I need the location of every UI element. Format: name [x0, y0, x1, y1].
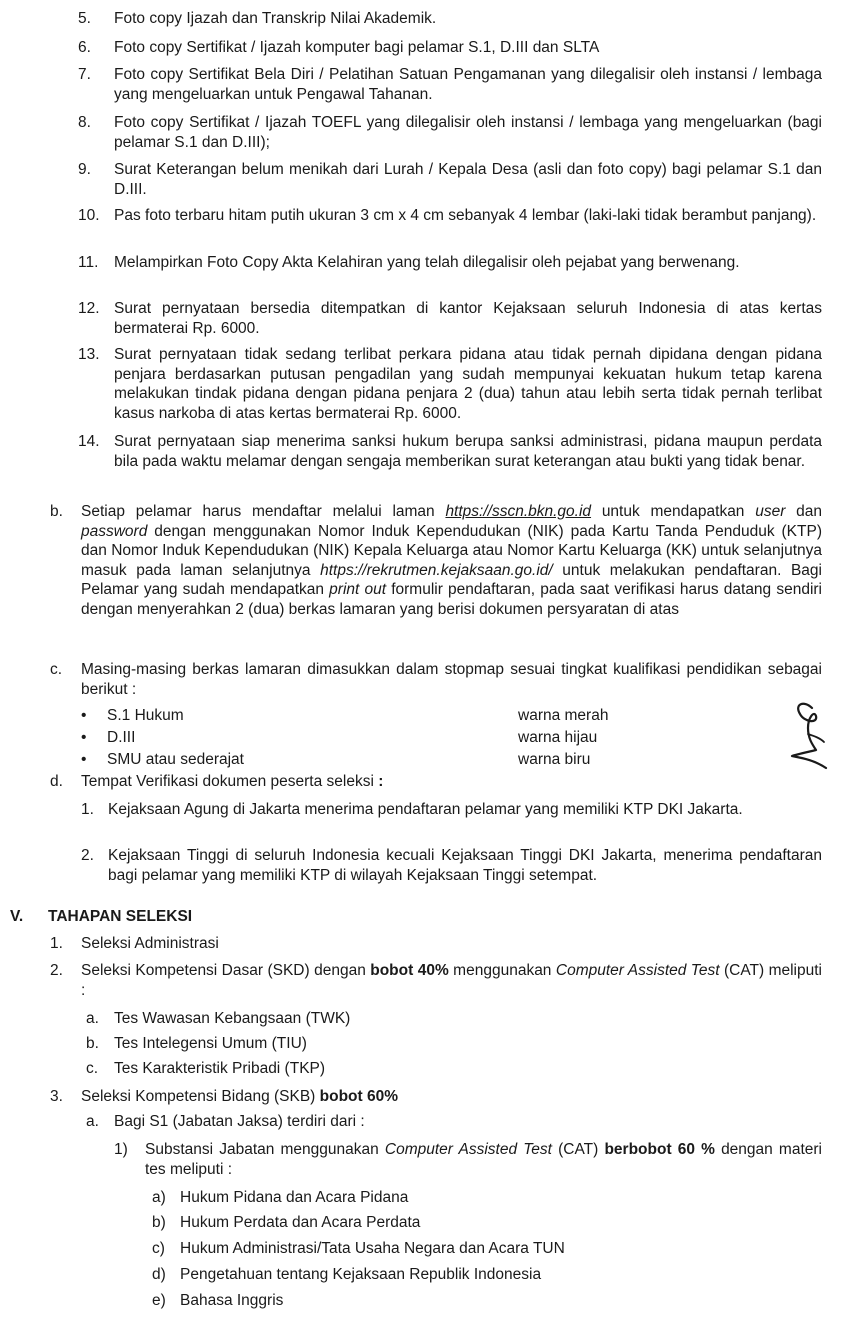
section-number: V. [10, 908, 24, 925]
text-span: : [378, 773, 384, 790]
topic-text: Hukum Administrasi/Tata Usaha Negara dan Acara TUN [180, 1240, 565, 1257]
text-span: Seleksi Kompetensi Dasar (SKD) dengan [81, 962, 371, 979]
verification-item: Kejaksaan Agung di Jakarta menerima pendaftaran pelamar yang memiliki KTP DKI Jakarta. [108, 801, 743, 818]
list-number: 1. [81, 801, 94, 818]
list-item-text: Foto copy Sertifikat / Ijazah TOEFL yang dilegalisir oleh instansi / lembaga yang mengeluarkan (bagi pelamar S.1 dan D.III); [114, 114, 822, 151]
list-item-text: Surat pernyataan tidak sedang terlibat perkara pidana atau tidak pernah dipidana dengan pidana penjara berdasarkan putusan pengadilan yang sudah mempunyai kekuatan hukum tetap karena melakukan tindak pidana dengan pidana penjara 2 (dua) tahun atau lebih serta tidak pernah terlibat kasus narkoba di atas kertas bermaterai Rp. 6000. [114, 346, 822, 422]
list-item-text: Melampirkan Foto Copy Akta Kelahiran yang telah dilegalisir oleh pejabat yang berwenang. [114, 254, 740, 271]
list-number: 5. [78, 10, 91, 27]
list-number: 13. [78, 346, 100, 363]
verification-heading [81, 772, 822, 792]
sub-number: 1) [114, 1141, 128, 1158]
list-number: 9. [78, 161, 91, 178]
weight-text: bobot 60% [319, 1088, 399, 1105]
folder-color: warna hijau [518, 729, 598, 746]
cat-term: Computer Assisted Test [555, 962, 720, 979]
text-span: dan [785, 503, 822, 520]
list-item-text: Foto copy Sertifikat Bela Diri / Pelatihan Satuan Pengamanan yang dilegalisir oleh instansi / lembaga yang mengeluarkan untuk Pengawal Tahanan. [114, 66, 822, 103]
folder-color: warna biru [518, 751, 591, 768]
topic-text: Bahasa Inggris [180, 1292, 284, 1309]
qualification-label: S.1 Hukum [107, 707, 184, 724]
topic-letter: e) [152, 1292, 166, 1309]
topic-letter: a) [152, 1189, 166, 1206]
substance-text [145, 1140, 822, 1179]
list-item-text: Surat pernyataan siap menerima sanksi hukum berupa sanksi administrasi, pidana maupun perdata bila pada waktu melamar dengan sengaja memberikan surat keterangan atau bukti yang tidak benar. [114, 433, 822, 470]
test-name: Tes Intelegensi Umum (TIU) [114, 1035, 307, 1052]
cat-term: Computer Assisted Test [384, 1141, 552, 1158]
stage-text: Seleksi Administrasi [81, 935, 219, 952]
text-span: (CAT) [551, 1141, 605, 1158]
sub-text: Bagi S1 (Jabatan Jaksa) terdiri dari : [114, 1113, 365, 1130]
text-span: Seleksi Kompetensi Bidang (SKB) [81, 1088, 320, 1105]
text-span: Substansi Jabatan menggunakan [145, 1141, 385, 1158]
test-name: Tes Wawasan Kebangsaan (TWK) [114, 1010, 351, 1027]
qualification-label: D.III [107, 729, 136, 746]
text-span: dengan materi tes meliputi : [145, 1141, 822, 1178]
stage-number: 2. [50, 962, 63, 979]
text-span: untuk melakukan pendaftaran. Bagi Pelamar yang sudah mendapatkan [81, 561, 822, 598]
sub-letter: c. [86, 1060, 99, 1077]
sscn-link[interactable]: https://sscn.bkn.go.id [445, 503, 592, 520]
bullet-icon: • [81, 751, 87, 768]
text-span: (CAT) meliputi : [81, 962, 822, 999]
print-out-term: print out [329, 581, 387, 598]
topic-text: Hukum Pidana dan Acara Pidana [180, 1189, 409, 1206]
text-span: Tempat Verifikasi dokumen peserta seleksi [81, 773, 379, 790]
list-item-text: Foto copy Sertifikat / Ijazah komputer bagi pelamar S.1, D.III dan SLTA [114, 39, 600, 56]
password-term: password [81, 522, 148, 540]
qualification-label: SMU atau sederajat [107, 751, 244, 768]
bullet-icon: • [81, 729, 87, 746]
text-span: untuk mendapatkan [591, 503, 756, 520]
stage-text [81, 961, 822, 1000]
topic-letter: b) [152, 1214, 166, 1231]
folder-color: warna merah [518, 707, 609, 724]
sub-letter: a. [86, 1113, 99, 1130]
signature-initial [778, 694, 838, 774]
list-item-text: Pas foto terbaru hitam putih ukuran 3 cm x 4 cm sebanyak 4 lembar (laki-laki tidak berambut panjang). [114, 207, 817, 224]
text-span: dengan menggunakan Nomor Induk Kependudukan (NIK) pada Kartu Tanda Penduduk (KTP) dan Nomor Induk Kependudukan (NIK) Kepala Keluarga atau Nomor Kartu Keluarga (KK) untuk selanjutnya masuk pada laman selanjutnya [81, 522, 822, 579]
rekrutmen-link[interactable]: https://rekrutmen.kejaksaan.go.id/ [320, 561, 553, 579]
topic-text: Hukum Perdata dan Acara Perdata [180, 1214, 421, 1231]
list-item-text: Surat Keterangan belum menikah dari Lurah / Kepala Desa (asli dan foto copy) bagi pelamar S.1 dan D.III. [114, 161, 822, 198]
weight-text: bobot 40% [370, 962, 449, 979]
topic-letter: d) [152, 1266, 166, 1283]
bullet-icon: • [81, 707, 87, 724]
list-number: 6. [78, 39, 91, 56]
section-title: TAHAPAN SELEKSI [48, 908, 193, 925]
stage-text [81, 1087, 398, 1107]
sub-letter: a. [86, 1010, 99, 1027]
item-letter: d. [50, 773, 63, 790]
sub-letter: b. [86, 1035, 99, 1052]
text-span: formulir pendaftaran, pada saat verifikasi harus datang sendiri dengan menyerahkan 2 (dua) berkas lamaran yang berisi dokumen persyaratan di atas [81, 581, 823, 618]
folder-instruction: Masing-masing berkas lamaran dimasukkan dalam stopmap sesuai tingkat kualifikasi pendidikan sebagai berikut : [81, 661, 822, 698]
list-number: 8. [78, 114, 91, 131]
topic-text: Pengetahuan tentang Kejaksaan Republik Indonesia [180, 1266, 542, 1283]
item-letter: b. [50, 503, 63, 520]
text-span: menggunakan [448, 962, 556, 979]
list-number: 2. [81, 847, 94, 864]
stage-number: 3. [50, 1088, 63, 1105]
registration-text [81, 502, 822, 619]
stage-number: 1. [50, 935, 63, 952]
list-number: 7. [78, 66, 91, 83]
item-letter: c. [50, 661, 63, 678]
user-term: user [755, 503, 786, 520]
list-number: 11. [78, 254, 99, 271]
list-item-text: Foto copy Ijazah dan Transkrip Nilai Akademik. [114, 10, 437, 27]
weight-text: berbobot 60 % [604, 1141, 715, 1158]
text-span: Setiap pelamar harus mendaftar melalui laman [81, 503, 446, 520]
list-number: 14. [78, 433, 100, 450]
topic-letter: c) [152, 1240, 165, 1257]
verification-item: Kejaksaan Tinggi di seluruh Indonesia kecuali Kejaksaan Tinggi DKI Jakarta, menerima pendaftaran bagi pelamar yang memiliki KTP di wilayah Kejaksaan Tinggi setempat. [108, 847, 822, 884]
test-name: Tes Karakteristik Pribadi (TKP) [114, 1060, 326, 1077]
list-item-text: Surat pernyataan bersedia ditempatkan di kantor Kejaksaan seluruh Indonesia di atas kertas bermaterai Rp. 6000. [114, 300, 822, 337]
list-number: 10. [78, 207, 100, 224]
list-number: 12. [78, 300, 100, 317]
